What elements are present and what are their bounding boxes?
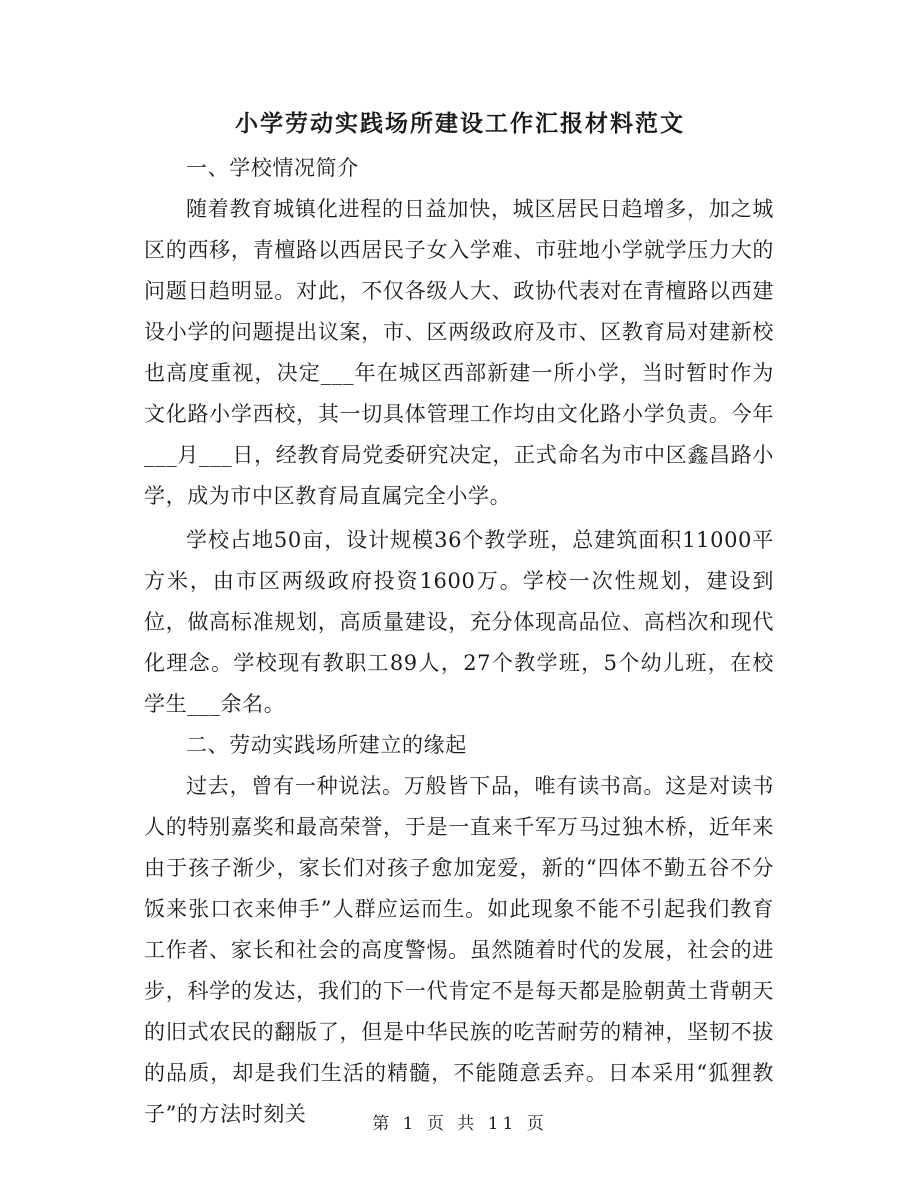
page-footer: 第 1 页 共 11 页 [372,1114,548,1134]
document-title: 小学劳动实践场所建设工作汇报材料范文 [235,110,685,137]
section-heading-1: 一、学校情况简介 [186,156,359,180]
section-heading-2: 二、劳动实践场所建立的缘起 [186,733,467,757]
paragraph: 学校占地50亩，设计规模36个教学班，总建筑面积11000平方米，由市区两级政府投资1600万。学校一次性规划，建设到位，做高标准规划，高质量建设，充分体现高品位、高档次和现代化理念。学校现有教职工89人，27个教学班，5个幼儿班，在校学生___余名。 [144,528,774,716]
paragraph: 随着教育城镇化进程的日益加快，城区居民日趋增多，加之城区的西移，青檀路以西居民子女入学难、市驻地小学就学压力大的问题日趋明显。对此，不仅各级人大、政协代表对在青檀路以西建设小学的问题提出议案，市、区两级政府及市、区教育局对建新校也高度重视，决定___年在城区西部新建一所小学，当时暂时作为文化路小学西校，其一切具体管理工作均由文化路小学负责。今年___月___日，经教育局党委研究决定，正式命名为市中区鑫昌路小学，成为市中区教育局直属完全小学。 [144,197,774,508]
paragraph: 过去，曾有一种说法。万般皆下品，唯有读书高。这是对读书人的特别嘉奖和最高荣誉，于是一直来千军万马过独木桥，近年来由于孩子渐少，家长们对孩子愈加宠爱，新的“四体不勤五谷不分饭来张口衣来伸手”人群应运而生。如此现象不能不引起我们教育工作者、家长和社会的高度警惕。虽然随着时代的发展，社会的进步，科学的发达，我们的下一代肯定不是每天都是脸朝黄土背朝天的旧式农民的翻版了，但是中华民族的吃苦耐劳的精神，坚韧不拔的品质，却是我们生活的精髓，不能随意丢弃。日本采用“狐狸教子”的方法时刻关 [144,774,774,1126]
document-body [144,148,774,1135]
